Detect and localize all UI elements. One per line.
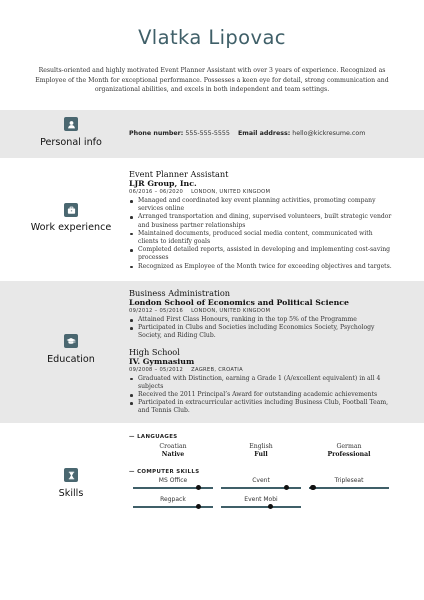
education-entry	[129, 347, 394, 416]
list-item: Graduated with Distinction, earning a Grade 1 (A/excellent equivalent) in all 4 subjects	[129, 375, 394, 391]
skill-name: Cvent	[252, 476, 270, 484]
education-bullets	[129, 316, 394, 341]
language-level: Native	[161, 451, 185, 459]
education-bullets	[129, 375, 394, 416]
school-name: IV. Gymnasium	[129, 356, 195, 366]
list-item: Received the 2011 Principal’s Award for outstanding academic achievements	[129, 391, 394, 399]
skill-item	[129, 477, 217, 489]
education-dates: 09/2012 – 05/2016	[129, 308, 184, 314]
language-name: German	[336, 443, 362, 450]
skill-name: MS Office	[158, 476, 188, 484]
job-meta	[129, 189, 394, 195]
skill-name: Tripleseat	[334, 476, 364, 484]
language-item	[217, 443, 305, 460]
list-item: Maintained documents, produced social media content, communicated with clients to identify goals	[129, 230, 394, 246]
skill-level-bar	[221, 487, 301, 489]
education-meta	[129, 308, 394, 314]
contact-line	[129, 130, 394, 137]
job-title: Event Planner Assistant	[129, 169, 229, 179]
education-list	[129, 288, 394, 422]
skill-level-marker	[310, 485, 315, 490]
languages-heading: — LANGUAGES	[129, 434, 178, 440]
skill-item	[217, 496, 305, 508]
school-name: London School of Economics and Political Science	[129, 298, 349, 307]
language-level: Full	[254, 451, 268, 459]
list-item: Completed detailed reports, assisted in developing and implementing cost-saving processes	[129, 246, 394, 262]
resume-name: Vlatka Lipovac	[138, 26, 286, 49]
skill-level-bar	[221, 506, 301, 508]
degree-title: High School	[129, 346, 180, 357]
email-label: Email address:	[237, 130, 291, 137]
resume-summary: Results-oriented and highly motivated Event Planner Assistant with over 3 years of experience. Recognized as Employee of the Month for exceptional performance. Possesses a keen eye for detail, strong communication and organizational abilities, and excels in both independent and team settings.	[35, 67, 389, 94]
computer-skills-list	[129, 477, 394, 515]
education-section	[0, 281, 424, 423]
skill-item	[129, 496, 217, 508]
personal-info-section	[0, 110, 424, 158]
personal-info-title: Personal info	[40, 137, 102, 148]
skill-level-marker	[284, 485, 289, 490]
education-meta	[129, 367, 394, 373]
skill-name: Event Mobi	[244, 495, 278, 503]
list-item: Recognized as Employee of the Month twice for exceeding objectives and targets.	[129, 263, 394, 271]
graduation-cap-icon	[64, 334, 78, 348]
skill-level-bar	[133, 506, 213, 508]
education-location: LONDON, UNITED KINGDOM	[191, 308, 271, 314]
education-dates: 09/2008 – 05/2012	[129, 366, 184, 373]
education-location: ZAGREB, CROATIA	[191, 366, 243, 373]
list-item: Attained First Class Honours, ranking in the top 5% of the Programme	[129, 316, 394, 324]
skills-section	[0, 424, 424, 600]
email-value[interactable]: hello@kickresume.com	[292, 130, 366, 137]
skill-level-marker	[196, 485, 201, 490]
job-entry	[129, 169, 394, 271]
briefcase-icon	[64, 203, 78, 217]
skills-title: Skills	[58, 488, 84, 499]
skill-level-marker	[268, 504, 273, 509]
work-experience-title: Work experience	[30, 222, 112, 233]
computer-skills-heading: — COMPUTER SKILLS	[129, 468, 200, 475]
skill-level-bar	[309, 487, 389, 489]
language-name: Croatian	[159, 443, 187, 450]
hourglass-icon	[64, 468, 78, 482]
education-entry	[129, 288, 394, 341]
skill-name: Regpack	[160, 495, 186, 503]
job-company: LJR Group, Inc.	[129, 179, 197, 188]
phone-value: 555-555-5555	[185, 130, 230, 137]
skill-item	[217, 477, 305, 489]
languages-list	[129, 443, 394, 460]
list-item: Participated in extracurricular activities including Business Club, Football Team, and Tennis Club.	[129, 399, 394, 415]
person-icon	[64, 117, 78, 131]
language-name: English	[249, 443, 273, 450]
education-title: Education	[47, 354, 95, 365]
job-location: LONDON, UNITED KINGDOM	[191, 189, 271, 195]
skill-level-bar	[133, 487, 213, 489]
degree-title: Business Administration	[129, 288, 231, 298]
skill-level-marker	[196, 504, 201, 509]
language-item	[305, 443, 393, 460]
language-level: Professional	[327, 451, 371, 459]
job-bullets	[129, 197, 394, 271]
skills-content	[129, 434, 394, 515]
skill-item	[305, 477, 393, 489]
list-item: Managed and coordinated key event planning activities, promoting company services online	[129, 197, 394, 213]
list-item: Arranged transportation and dining, supervised volunteers, built strategic vendor and business partner relationships	[129, 213, 394, 229]
list-item: Participated in Clubs and Societies including Economics Society, Psychology Society, and Riding Club.	[129, 324, 394, 340]
work-experience-section	[0, 160, 424, 280]
language-item	[129, 443, 217, 460]
job-dates: 06/2016 – 06/2020	[129, 189, 184, 195]
phone-label: Phone number:	[129, 130, 184, 137]
